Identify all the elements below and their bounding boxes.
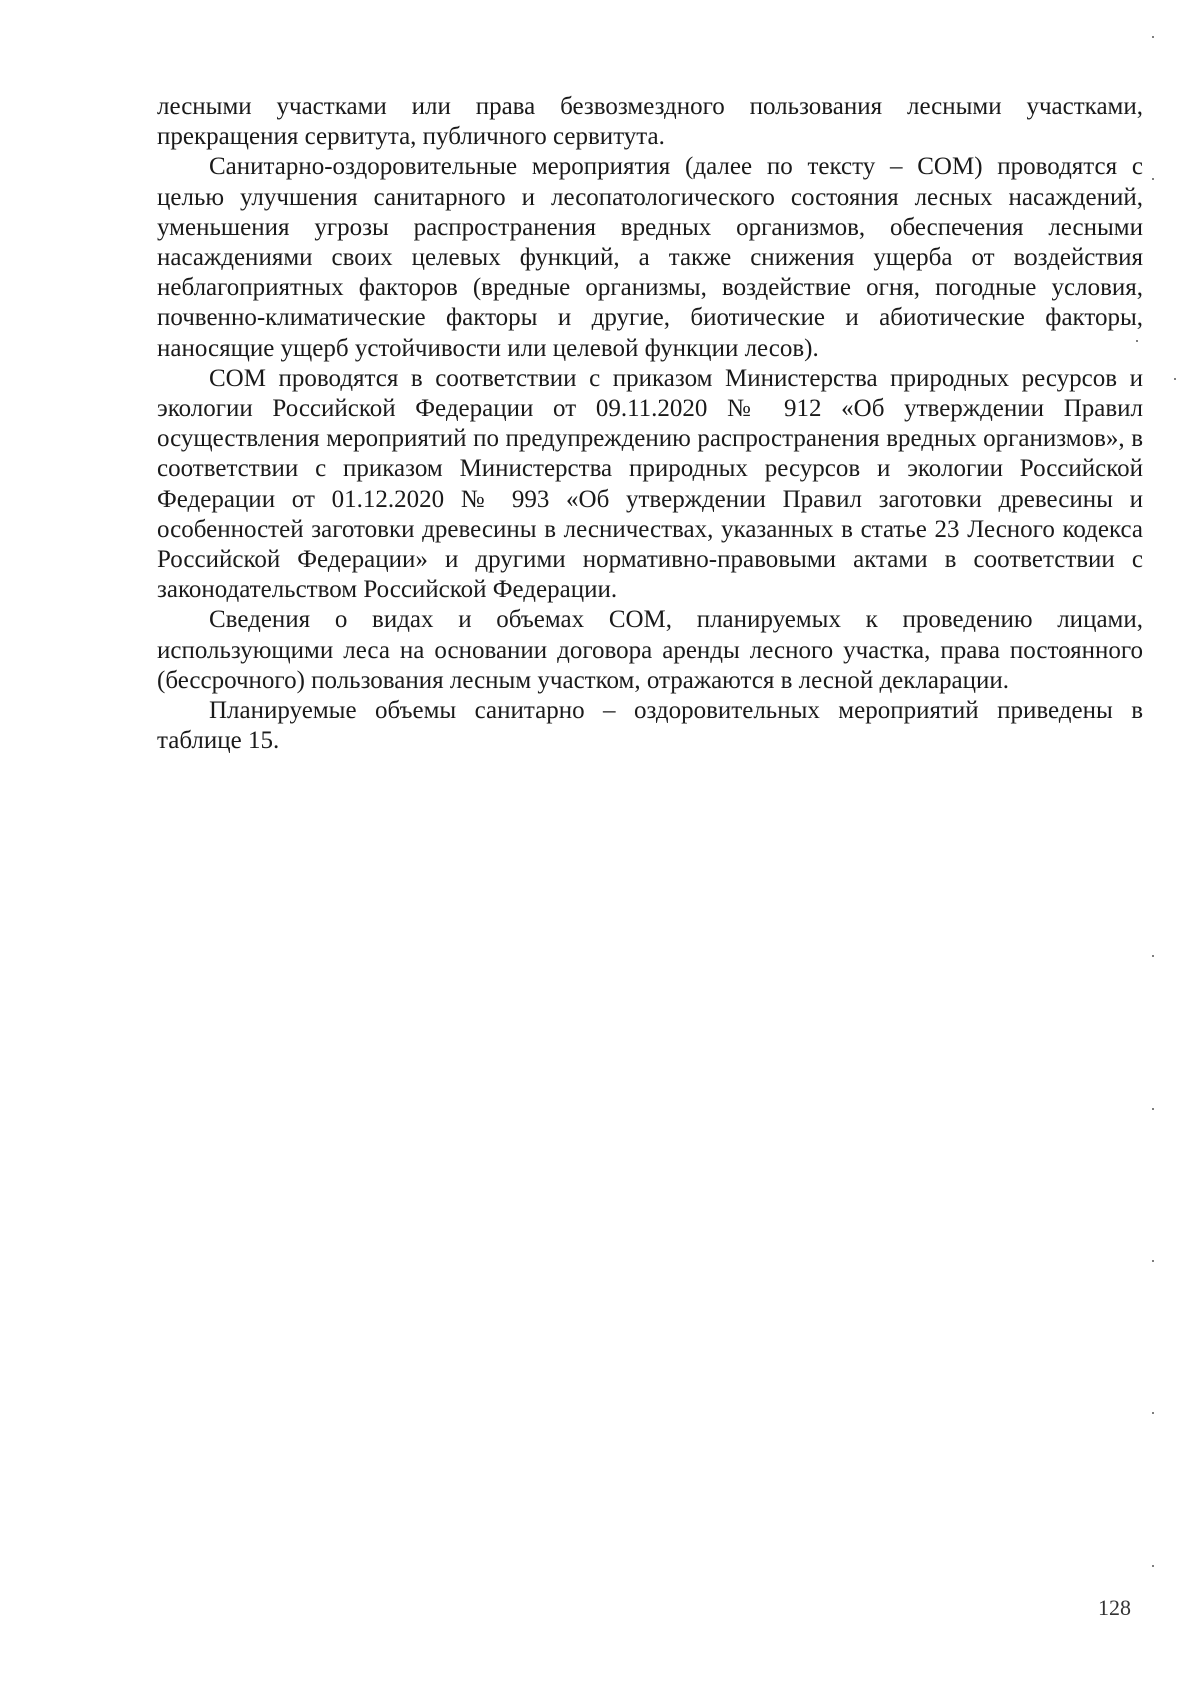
page-number: 128: [1098, 1595, 1131, 1620]
scan-speck: [1152, 955, 1154, 957]
scan-speck: [1136, 340, 1138, 342]
scan-speck: [1152, 1260, 1154, 1262]
scan-speck: [1152, 1108, 1154, 1110]
scan-speck: [1152, 1412, 1154, 1414]
paragraph-continuation: лесными участками или права безвозмездного пользования лесными участками, прекращения сервитута, публичного сервитута.: [157, 93, 1143, 151]
body-text: [157, 92, 1143, 756]
paragraph-table-reference: Планируемые объемы санитарно – оздоровительных мероприятий приведены в таблице 15.: [157, 697, 1143, 755]
paragraph-som-definition: Санитарно-оздоровительные мероприятия (далее по тексту – СОМ) проводятся с целью улучшения санитарного и лесопатологического состояния лесных насаждений, уменьшения угрозы распространения вредных организмов, обеспечения лесными насаждениями своих целевых функций, а также снижения ущерба от воздействия неблагоприятных факторов (вредные организмы, воздействие огня, погодные условия, почвенно-климатические факторы и другие, биотические и абиотические факторы, наносящие ущерб устойчивости или целевой функции лесов).: [157, 153, 1143, 362]
scan-speck: [1174, 378, 1176, 380]
paragraph-som-declaration: Сведения о видах и объемах СОМ, планируемых к проведению лицами, использующими леса на основании договора аренды лесного участка, права постоянного (бессрочного) пользования лесным участком, отражаются в лесной декларации.: [157, 606, 1143, 694]
scan-speck: [1152, 178, 1154, 180]
scan-speck: [1152, 36, 1154, 38]
scan-speck: [1152, 1565, 1154, 1567]
paragraph-som-legal-basis: СОМ проводятся в соответствии с приказом Министерства природных ресурсов и экологии Российской Федерации от 09.11.2020 № 912 «Об утверждении Правил осуществления мероприятий по предупреждению распространения вредных организмов», в соответствии с приказом Министерства природных ресурсов и экологии Российской Федерации от 01.12.2020 № 993 «Об утверждении Правил заготовки древесины и особенностей заготовки древесины в лесничествах, указанных в статье 23 Лесного кодекса Российской Федерации» и другими нормативно-правовыми актами в соответствии с законодательством Российской Федерации.: [157, 364, 1143, 604]
